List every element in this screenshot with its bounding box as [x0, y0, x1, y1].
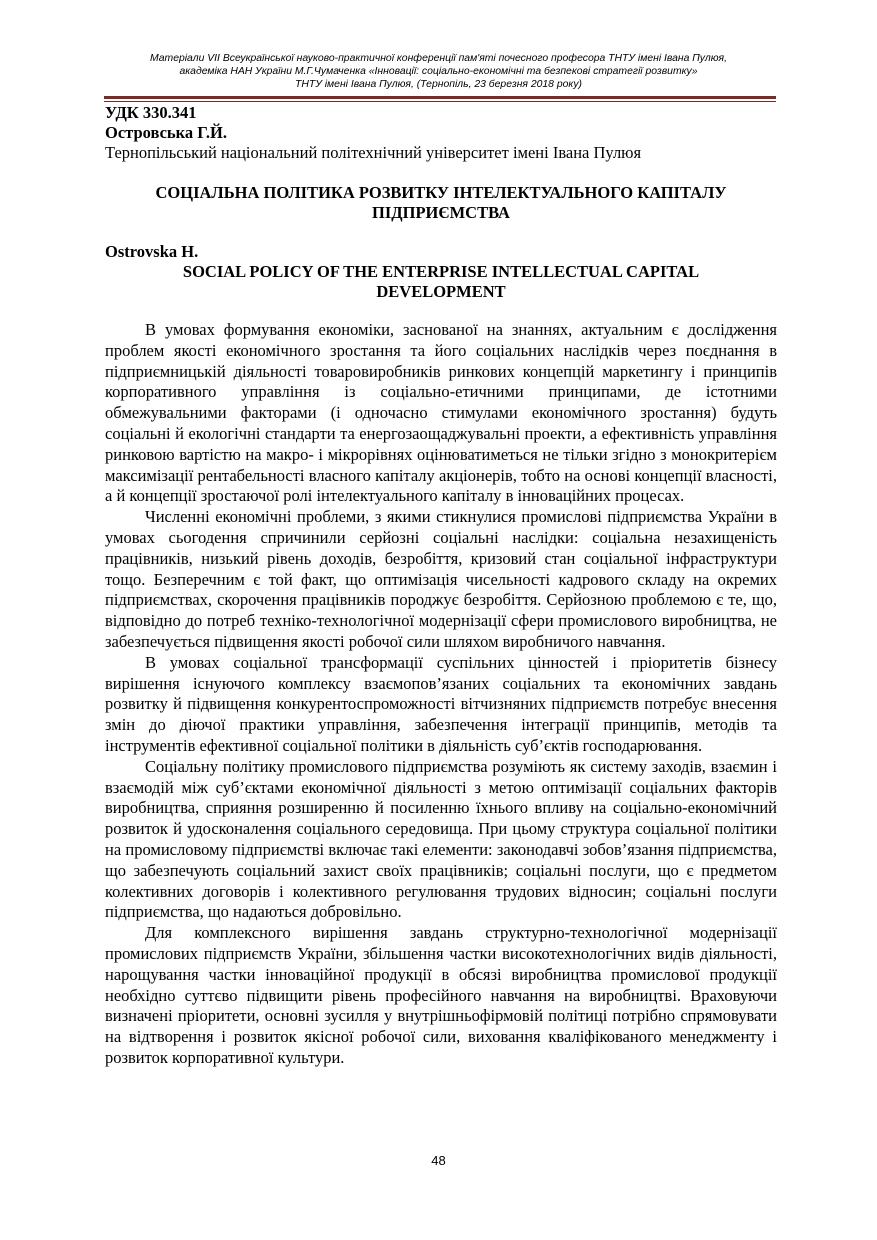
- header-line-3: ТНТУ імені Івана Пулюя, (Тернопіль, 23 березня 2018 року): [295, 79, 582, 90]
- article-body: [105, 320, 777, 1069]
- conference-header: [90, 52, 787, 91]
- header-rule-thick: [104, 96, 776, 99]
- title-ua-line-1: СОЦІАЛЬНА ПОЛІТИКА РОЗВИТКУ ІНТЕЛЕКТУАЛЬНОГО КАПІТАЛУ: [155, 183, 727, 202]
- title-en-line-1: SOCIAL POLICY OF THE ENTERPRISE INTELLECTUAL CAPITAL: [182, 262, 700, 281]
- header-rule-thin: [104, 101, 776, 102]
- affiliation: Тернопільський національний політехнічний університет імені Івана Пулюя: [105, 143, 642, 162]
- article-meta: [105, 103, 777, 163]
- author-en: Ostrovska H.: [105, 242, 199, 261]
- page-number: 48: [431, 1153, 446, 1168]
- paragraph-2: Численні економічні проблеми, з якими стикнулися промислові підприємства України в умовах сьогодення спричинили серйозні соціальні наслідки: соціальна незахищеність працівників, низький рівень доходів, безробіття, кризовий стан соціальної інфраструктури тощо. Безперечним є той факт, що оптимізація чисельності кадрового складу на окремих підприємствах, скорочення працівників породжує безробіття. Серйозною проблемою є те, що, відповідно до потреб техніко-технологічної модернізації сфери промислового виробництва, не забезпечується підвищення якості робочої сили шляхом виробничого навчання.: [105, 507, 777, 651]
- title-english: [105, 262, 777, 302]
- title-ukrainian: [105, 183, 777, 223]
- paragraph-1: В умовах формування економіки, заснованої на знаннях, актуальним є дослідження проблем якості економічного зростання та його соціальних наслідків через поєднання в підприємницькій діяльності товаровиробників ринкових концепцій маркетингу і принципів корпоративного управління із соціально-етичними принципами, де істотними обмежувальними факторами (і одночасно стимулами економічного зростання) будуть соціальні й екологічні стандарти та енергозаощаджувальні проекти, а ефективність управління ринковою вартістю на макро- і мікрорівнях оцінюватиметься не тільки згідно з монокритерієм максимізації рентабельності власного капіталу акціонерів, тобто на основі концепції власності, а й концепції зростаючої ролі інтелектуального капіталу в інноваційних процесах.: [105, 320, 777, 506]
- paragraph-5: Для комплексного вирішення завдань структурно-технологічної модернізації промислових підприємств України, збільшення частки високотехнологічних видів діяльності, нарощування частки інноваційної продукції в обсязі виробництва промислової продукції необхідно суттєво підвищити рівень професійного навчання на виробництві. Враховуючи визначені пріоритети, основні зусилля у внутрішньофірмовій політиці потрібно спрямовувати на відтворення і розвиток якісної робочої сили, виховання кваліфікованого менеджменту і розвиток корпоративної культури.: [105, 923, 777, 1067]
- title-ua-line-2: ПІДПРИЄМСТВА: [372, 203, 510, 222]
- paragraph-4: Соціальну політику промислового підприємства розуміють як систему заходів, взаємин і взаємодій між суб’єктами економічної діяльності з метою оптимізації соціальних факторів виробництва, сприяння розширенню й посиленню їхнього впливу на соціально-економічний розвиток й удосконалення соціального середовища. При цьому структура соціальної політики на промисловому підприємстві включає такі елементи: законодавчі зобов’язання підприємства, що забезпечують соціальний захист своїх працівників; соціальні послуги, що є предметом колективних договорів і колективного регулювання трудових відносин; соціальні послуги підприємства, що надаються добровільно.: [105, 756, 777, 922]
- title-en-line-2: DEVELOPMENT: [376, 282, 506, 301]
- header-line-1: Матеріали VII Всеукраїнської науково-практичної конференції пам'яті почесного професора ТНТУ імені Івана Пулюя,: [149, 53, 727, 64]
- header-line-2: академіка НАН України М.Г.Чумаченка «Інновації: соціально-економічні та безпекові стратегії розвитку»: [179, 66, 698, 77]
- paragraph-3: В умовах соціальної трансформації суспільних цінностей і пріоритетів бізнесу вирішення існуючого комплексу взаємопов’язаних соціальних та економічних завдань розвитку й підвищення конкурентоспроможності вітчизняних підприємств потребує внесення змін до діючої практики управління, забезпечення інтеграції принципів, методів та інструментів ефективної соціальної політики в діяльність суб’єктів господарювання.: [105, 652, 777, 755]
- udk-code: УДК 330.341: [105, 103, 197, 122]
- author-ua: Островська Г.Й.: [105, 123, 227, 142]
